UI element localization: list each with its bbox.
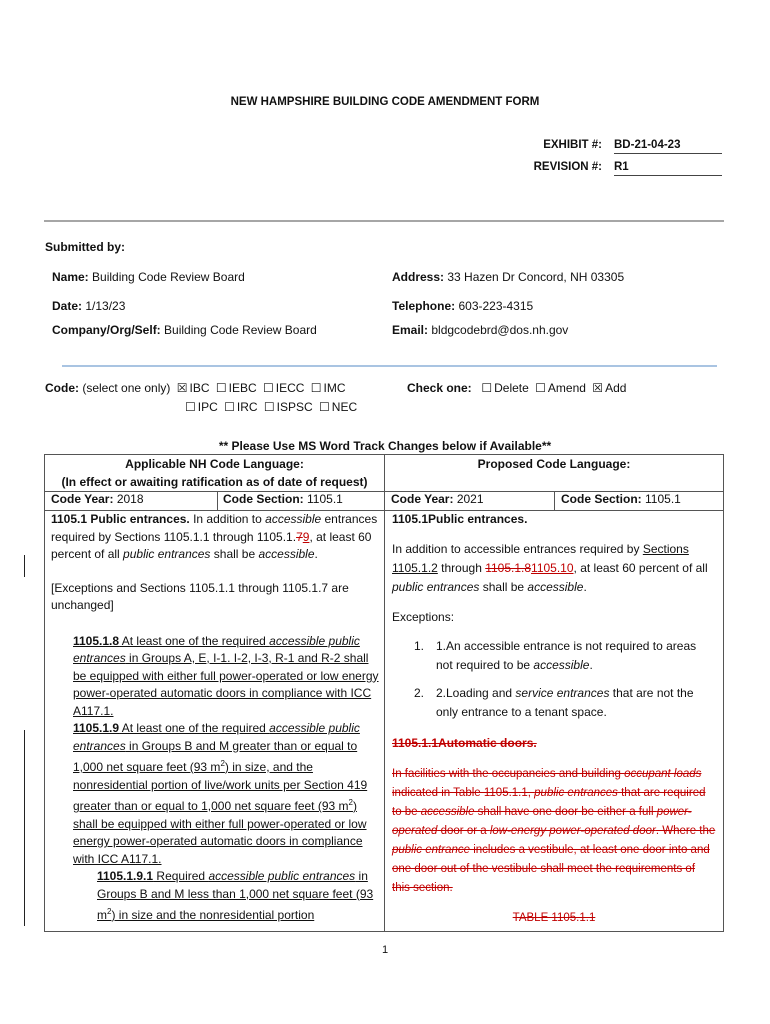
code-select-row2 — [182, 400, 357, 414]
email-label: Email: — [392, 323, 429, 337]
deleted-para-automatic-doors: In facilities with the occupancies and building occupant loads indicated in Table 1105.1.1, public entrances that are required to be accessible shall have one door be either a full power-operated door or a low-energy power-operated door. Where the public entrance includes a vestibule, at least one door into and one door out of the vestibule shall meet the requirements of this section. — [392, 767, 716, 894]
exception-item-1: 1. 1.An accessible entrance is not required to areas not required to be accessible. — [414, 639, 697, 672]
section-divider — [44, 220, 724, 222]
delete-label: Delete — [494, 381, 529, 395]
code-imc-label: IMC — [323, 381, 346, 395]
checkbox-ipc[interactable]: ☐ — [185, 400, 196, 414]
company-label: Company/Org/Self: — [52, 323, 161, 337]
right-heading-1105-1: 1105.1Public entrances. — [392, 512, 528, 526]
left-section-label: Code Section: — [223, 492, 304, 506]
code-iecc-label: IECC — [275, 381, 305, 395]
checkbox-amend[interactable]: ☐ — [535, 381, 546, 395]
right-para-1105-1: In addition to accessible entrances required by Sections 1105.1.2 through 1105.1.81105.10, at least 60 percent of all public entrances shall be accessible. — [392, 541, 708, 594]
date-field — [52, 299, 125, 313]
date-value: 1/13/23 — [85, 299, 126, 313]
left-year-label: Code Year: — [51, 492, 114, 506]
date-label: Date: — [52, 299, 83, 313]
company-value: Building Code Review Board — [164, 323, 317, 337]
code-irc-label: IRC — [236, 400, 258, 414]
code-hint: (select one only) — [82, 381, 171, 395]
telephone-label: Telephone: — [392, 299, 456, 313]
checkbox-imc[interactable]: ☐ — [310, 381, 322, 395]
form-title: NEW HAMPSHIRE BUILDING CODE AMENDMENT FORM — [230, 96, 540, 108]
right-code-year — [391, 491, 484, 509]
left-code-section — [223, 491, 343, 509]
left-header — [45, 456, 384, 491]
check-one-label: Check one: — [407, 381, 472, 395]
left-para-1105-1-9: 1105.1.9 At least one of the required accessible public entrances in Groups B and M greater than or equal to 1,000 net square feet (93 $m^2$) in size, and the nonresidential portion of live/work units per Section 419 greater than or equal to 1,000 net square feet (93 $m^2$) shall be equipped with either full power-operated or low energy power-operated automatic doors in compliance with ICC A117.1. — [73, 721, 368, 866]
checkbox-ispsc[interactable]: ☐ — [263, 400, 275, 414]
checkbox-ibc[interactable]: ☒ — [176, 381, 188, 395]
left-code-text — [51, 511, 379, 925]
right-code-text — [392, 511, 716, 927]
deleted-table-caption: TABLE 1105.1.1 — [512, 911, 596, 924]
right-code-section — [561, 491, 681, 509]
right-exceptions-label: Exceptions: — [392, 609, 455, 624]
check-one-row — [407, 381, 626, 395]
name-value: Building Code Review Board — [92, 270, 245, 284]
right-header: Proposed Code Language: — [477, 457, 631, 471]
left-para-exceptions: [Exceptions and Sections 1105.1.1 through 1105.1.7 are unchanged] — [51, 580, 349, 612]
checkbox-iecc[interactable]: ☐ — [262, 381, 274, 395]
right-section-label: Code Section: — [561, 492, 642, 506]
code-ibc-label: IBC — [189, 381, 210, 395]
address-label: Address: — [392, 270, 445, 284]
code-ipc-label: IPC — [197, 400, 218, 414]
revision-value: R1 — [614, 161, 722, 176]
email-field — [392, 323, 568, 337]
left-para-1105-1-9-1: 1105.1.9.1 Required accessible public entrances in Groups B and M less than 1,000 net square feet (93 $m^2$) in size and the nonresidential portion — [97, 869, 374, 922]
name-label: Name: — [52, 270, 89, 284]
telephone-field — [392, 299, 533, 313]
name-field — [52, 270, 245, 284]
left-code-year — [51, 491, 144, 509]
address-field — [392, 270, 624, 284]
amend-label: Amend — [547, 381, 586, 395]
left-para-1105-1-8: 1105.1.8 At least one of the required accessible public entrances in Groups A, E, I-1. I-2, I-3, R-1 and R-2 shall be equipped with either full power-operated or low energy power-operated automatic doors in compliance with ICC A117.1. — [73, 633, 379, 718]
checkbox-delete[interactable]: ☐ — [481, 381, 493, 395]
right-section-value: 1105.1 — [645, 492, 681, 506]
page-number: 1 — [381, 944, 389, 956]
address-value: 33 Hazen Dr Concord, NH 03305 — [447, 270, 625, 284]
left-header-title: Applicable NH Code Language: — [125, 457, 304, 471]
code-select-row1 — [45, 381, 346, 395]
change-bar — [24, 730, 25, 926]
code-language-table — [44, 454, 724, 932]
change-bar — [24, 555, 25, 577]
track-changes-note: ** Please Use MS Word Track Changes below if Available** — [218, 439, 552, 453]
code-label: Code: — [45, 381, 79, 395]
checkbox-iebc[interactable]: ☐ — [215, 381, 227, 395]
checkbox-nec[interactable]: ☐ — [319, 400, 330, 414]
code-iebc-label: IEBC — [228, 381, 257, 395]
right-year-label: Code Year: — [391, 492, 454, 506]
code-ispsc-label: ISPSC — [276, 400, 313, 414]
deleted-heading-automatic-doors: 1105.1.1Automatic doors. — [392, 736, 537, 750]
code-nec-label: NEC — [331, 400, 358, 414]
add-label: Add — [605, 381, 627, 395]
blue-divider — [62, 365, 717, 367]
left-year-value: 2018 — [116, 492, 144, 506]
exhibit-label: EXHIBIT #: — [543, 139, 602, 151]
left-section-value: 1105.1 — [307, 492, 343, 506]
company-field — [52, 323, 317, 337]
revision-label: REVISION #: — [533, 161, 602, 173]
checkbox-add[interactable]: ☒ — [592, 381, 604, 395]
email-value: bldgcodebrd@dos.nh.gov — [431, 323, 569, 337]
left-para-1105-1: 1105.1 Public entrances. In addition to accessible entrances required by Sections 1105.1.1 through 1105.1.79, at least 60 percent of all public entrances shall be accessible. — [51, 512, 378, 561]
right-year-value: 2021 — [456, 492, 484, 506]
left-header-subtitle: (In effect or awaiting ratification as of date of request) — [61, 474, 368, 489]
exhibit-value: BD-21-04-23 — [614, 139, 722, 154]
checkbox-irc[interactable]: ☐ — [224, 400, 235, 414]
exception-item-2: 2. 2.Loading and service entrances that are not the only entrance to a tenant space. — [414, 686, 694, 719]
submitted-heading: Submitted by: — [45, 240, 125, 254]
telephone-value: 603-223-4315 — [458, 299, 534, 313]
